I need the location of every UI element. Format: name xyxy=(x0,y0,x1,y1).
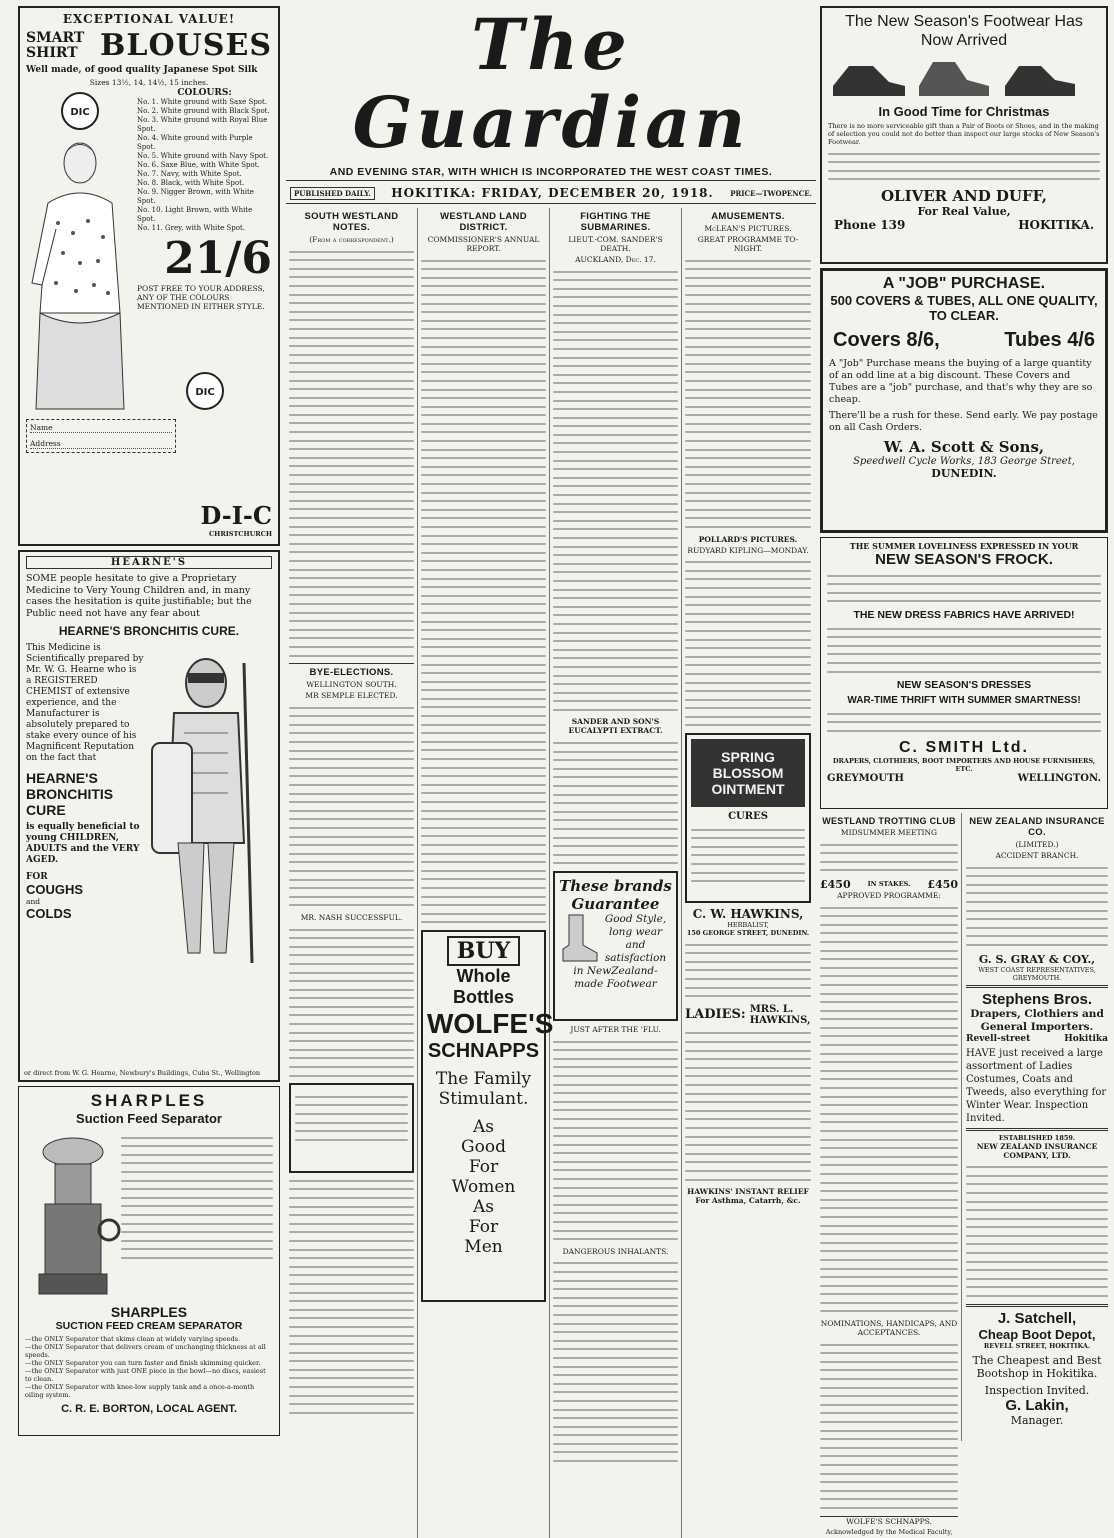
footwear-advertisement xyxy=(820,6,1108,264)
sharples-bullet: —the ONLY Separator that skims clean at widely varying speeds. xyxy=(25,1335,241,1343)
satchell-address: REVELL STREET, HOKITIKA. xyxy=(983,1341,1091,1350)
separator-copy-placeholder xyxy=(121,1137,273,1259)
schnapps-product: SCHNAPPS xyxy=(427,1039,540,1062)
footwear-phone: Phone 139 xyxy=(834,217,906,232)
job-purchase-advertisement xyxy=(820,268,1108,533)
center-column xyxy=(286,3,816,1438)
blouse-tagline: EXCEPTIONAL VALUE! xyxy=(62,12,236,26)
blouse-sizes: Sizes 13½, 14, 14½, 15 inches. xyxy=(89,78,209,87)
news-column-1 xyxy=(286,208,418,1538)
insurance-branch: ACCIDENT BRANCH. xyxy=(995,851,1079,860)
satchell-line-3: Inspection Invited. xyxy=(984,1383,1090,1397)
article-body-placeholder xyxy=(289,929,414,1077)
hearne-product-line-3: CURE xyxy=(26,802,66,818)
spring-blossom-ointment-advertisement xyxy=(685,733,811,903)
frock-heading-4: WAR-TIME THRIFT WITH SUMMER SMARTNESS! xyxy=(847,695,1081,707)
job-address: Speedwell Cycle Works, 183 George Street, xyxy=(853,456,1075,467)
blouse-price: 21/6 xyxy=(164,233,272,284)
article-subheading: McLEAN'S PICTURES. xyxy=(704,224,792,233)
schnapps-whole-bottles: Whole Bottles xyxy=(452,965,514,1007)
stephens-title: Stephens Bros. xyxy=(981,990,1093,1008)
article-subheading: GREAT PROGRAMME TO-NIGHT. xyxy=(697,235,799,253)
hawkins-address: 150 GEORGE STREET, DUNEDIN. xyxy=(686,929,810,938)
footwear-brands-tagline: Good Style, long wear and satisfaction in NewZealand-made Footwear xyxy=(573,912,667,990)
article-subheading: RUDYARD KIPLING—MONDAY. xyxy=(687,545,809,555)
insurance-agents-sub: WEST COAST REPRESENTATIVES, GREYMOUTH. xyxy=(978,965,1096,982)
sharples-subtitle-2: SUCTION FEED CREAM SEPARATOR xyxy=(55,1320,243,1332)
job-body: A "Job" Purchase means the buying of a large quantity of an odd line at a big discount. These Covers and Tubes are a "job" purchase, and that's why they are so cheap. xyxy=(829,358,1093,405)
news-column-4 xyxy=(682,208,814,1538)
colour-item: No. 3. White ground with Royal Blue Spot. xyxy=(137,116,268,133)
schnapps-word: Men xyxy=(464,1236,503,1257)
dic-logo-icon xyxy=(185,371,225,411)
article-body-placeholder xyxy=(289,1180,414,1414)
article-body-placeholder xyxy=(685,260,811,528)
frock-firm-sub: DRAPERS, CLOTHIERS, BOOT IMPORTERS AND HOUSE FURNISHERS, ETC. xyxy=(832,756,1096,773)
insurance-column xyxy=(966,813,1108,1441)
hawkins-title: HERBALIST, xyxy=(727,921,769,930)
stakes-amount-left: £450 xyxy=(820,877,851,891)
article-body-placeholder xyxy=(289,251,414,657)
shoes-illustration-icon xyxy=(829,52,1099,102)
job-title: A "JOB" PURCHASE. xyxy=(882,275,1046,292)
issue-price: PRICE—TWOPENCE. xyxy=(730,188,812,198)
article-body-placeholder xyxy=(685,944,811,998)
ointment-cures: CURES xyxy=(728,811,768,823)
sharples-advertisement xyxy=(18,1086,280,1436)
schnapps-word: Women xyxy=(451,1176,516,1197)
satchell-title: Cheap Boot Depot, xyxy=(978,1326,1096,1342)
stephens-body: HAVE just received a large assortment of Ladies Costumes, Coats and Tweeds, also everything for Winter Wear. Inspection Invited. xyxy=(966,1047,1107,1124)
hearne-use-1: COUGHS xyxy=(26,882,84,897)
dateline-bar xyxy=(286,181,816,204)
footwear-firm: OLIVER AND DUFF, xyxy=(880,186,1048,205)
nominations-heading: NOMINATIONS, HANDICAPS, AND ACCEPTANCES. xyxy=(820,1319,958,1338)
boot-illustration-icon xyxy=(559,913,599,963)
news-columns xyxy=(286,208,816,1538)
hearne-body: This Medicine is Scientifically prepared by Mr. W. G. Hearne who is a REGISTERED CHEMIST of extensive experience, and the Manufacturer is absolutely prepared to stake every ounce of his Magnificent Reputation on the fact that xyxy=(26,643,144,763)
ladies-label: LADIES: xyxy=(685,1007,746,1023)
schnapps-word: For xyxy=(468,1156,499,1177)
article-body-placeholder xyxy=(685,1032,811,1180)
hearne-claim: is equally beneficial to young CHILDREN, ADULTS and the VERY AGED. xyxy=(26,822,140,865)
job-subtitle: 500 COVERS & TUBES, ALL ONE QUALITY, TO CLEAR. xyxy=(830,293,1098,323)
right-lower-split xyxy=(820,813,1108,1536)
schnapps-word: As xyxy=(472,1116,494,1137)
article-heading: WESTLAND LAND DISTRICT. xyxy=(440,211,527,233)
footwear-body: There is no more serviceable gift than a Pair of Boots or Shoes, and in the making of selection you could not do better than inspect our large stocks of New Season's Footwear. xyxy=(828,122,1100,146)
insurance-agents: G. S. GRAY & COY., xyxy=(978,952,1096,966)
article-subheading: WELLINGTON SOUTH. xyxy=(306,680,397,690)
dic-logo-icon xyxy=(60,91,100,131)
wolfes-footer: WOLFE'S SCHNAPPS. xyxy=(820,1516,958,1526)
article-body-placeholder xyxy=(553,1262,678,1462)
newspaper-title: The Guardian xyxy=(352,3,750,164)
colour-item: No. 11. Grey, with White Spot. xyxy=(137,224,246,232)
stakes-amount-right: £450 xyxy=(927,877,958,891)
footwear-title: The New Season's Footwear Has Now Arrived xyxy=(845,13,1083,49)
frock-kicker: THE SUMMER LOVELINESS EXPRESSED IN YOUR xyxy=(849,541,1079,551)
news-column-2 xyxy=(418,208,554,1538)
hearne-for: FOR xyxy=(26,872,48,882)
job-note: There'll be a rush for these. Send early. We pay postage on all Cash Orders. xyxy=(829,410,1098,433)
job-firm: W. A. Scott & Sons, xyxy=(883,438,1045,456)
article-subheading: SANDER AND SON'S EUCALYPTI EXTRACT. xyxy=(568,717,663,736)
masthead xyxy=(286,3,816,181)
sharples-bullet: —the ONLY Separator with knee-low supply tank and a once-a-month oiling system. xyxy=(25,1383,255,1399)
newspaper-subtitle: AND EVENING STAR, WITH WHICH IS INCORPORATED THE WEST COAST TIMES. xyxy=(329,166,773,178)
wolfes-footer-sub: Acknowledged by the Medical Faculty, xyxy=(825,1527,953,1536)
published-daily-label: PUBLISHED DAILY. xyxy=(290,187,375,200)
hearne-product-line-2: BRONCHITIS xyxy=(26,786,114,802)
colour-item: No. 8. Black, with White Spot. xyxy=(137,179,245,187)
schnapps-brand: WOLFE'S xyxy=(427,1007,554,1039)
frock-title: NEW SEASON'S FROCK. xyxy=(875,551,1053,568)
article-body-placeholder xyxy=(421,260,546,924)
colours-list xyxy=(137,98,272,233)
colour-item: No. 2. White ground with Black Spot. xyxy=(137,107,270,115)
coupon-field-name: Name xyxy=(30,423,172,433)
article-heading: AMUSEMENTS. xyxy=(711,211,785,222)
left-column xyxy=(18,6,280,1438)
nzi-title: NEW ZEALAND INSURANCE COMPANY, LTD. xyxy=(976,1141,1098,1160)
insurance-title: NEW ZEALAND INSURANCE CO. xyxy=(969,816,1105,838)
cream-separator-illustration-icon xyxy=(25,1130,121,1300)
svg-text:DIC: DIC xyxy=(70,107,90,118)
store-name: D-I-C xyxy=(200,501,272,530)
footwear-headline: In Good Time for Christmas xyxy=(878,104,1050,119)
tubes-price: Tubes 4/6 xyxy=(1004,329,1095,351)
wolfes-schnapps-advertisement xyxy=(421,930,554,1302)
article-body-placeholder xyxy=(289,707,414,907)
right-column xyxy=(820,6,1108,1536)
sharples-title-2: SHARPLES xyxy=(110,1304,188,1320)
article-heading: BYE-ELECTIONS. xyxy=(309,667,394,679)
hearne-product-line-1: HEARNE'S xyxy=(26,770,98,786)
article-subheading: MR. NASH SUCCESSFUL. xyxy=(300,912,403,922)
colour-item: No. 6. Saxe Blue, with White Spot. xyxy=(137,161,260,169)
schnapps-buy: BUY xyxy=(447,936,521,966)
satchell-role: Manager. xyxy=(1010,1413,1064,1427)
nzi-established: ESTABLISHED 1859. xyxy=(998,1133,1076,1142)
schnapps-stimulant: Stimulant. xyxy=(438,1088,529,1109)
knight-illustration-icon xyxy=(144,643,268,973)
footwear-tagline: For Real Value, xyxy=(917,204,1011,218)
frock-heading-3: NEW SEASON'S DRESSES xyxy=(896,679,1032,692)
satchell-manager: G. Lakin, xyxy=(1005,1396,1069,1414)
sharples-bullet: —the ONLY Separator that delivers cream of unchanging thickness at all speeds. xyxy=(25,1343,266,1359)
svg-text:DIC: DIC xyxy=(194,387,215,398)
article-subheading: JUST AFTER THE 'FLU. xyxy=(570,1024,661,1034)
footwear-brands-title: These brands Guarantee xyxy=(559,876,672,913)
footwear-brands-advertisement xyxy=(553,871,678,1021)
frock-firm: C. SMITH Ltd. xyxy=(899,738,1029,756)
article-subheading: COMMISSIONER'S ANNUAL REPORT. xyxy=(427,235,540,253)
store-town: CHRISTCHURCH xyxy=(209,530,272,538)
hearne-advertisement xyxy=(18,550,280,1082)
frock-town-b: WELLINGTON. xyxy=(1017,772,1101,784)
satchell-line-2: Bootshop in Hokitika. xyxy=(976,1366,1098,1380)
satchell-name: J. Satchell, xyxy=(997,1309,1077,1327)
stephens-subtitle: Drapers, Clothiers and General Importers. xyxy=(970,1007,1104,1033)
sharples-bullet: —the ONLY Separator with just ONE piece in the bowl—no discs, easiest to clean. xyxy=(25,1367,266,1383)
programme-heading: APPROVED PROGRAMME: xyxy=(837,890,941,900)
article-body-placeholder xyxy=(553,271,678,711)
frock-heading-2: THE NEW DRESS FABRICS HAVE ARRIVED! xyxy=(853,608,1075,621)
sharples-subtitle: Suction Feed Separator xyxy=(76,1111,222,1126)
woman-in-blouse-illustration-icon xyxy=(28,133,132,413)
hearne-lead: SOME people hesitate to give a Proprietary Medicine to Very Young Children and, in many cases the hesitation is quite justifiable; but the Public need not have any fear about xyxy=(26,573,252,619)
article-heading: FIGHTING THE SUBMARINES. xyxy=(580,211,651,233)
article-subheading: (From a correspondent.) xyxy=(309,235,394,244)
frock-town-a: GREYMOUTH xyxy=(827,772,905,784)
article-subheading: AUCKLAND, Dec. 17. xyxy=(575,255,656,264)
hearne-brand: HEARNE'S xyxy=(26,556,272,569)
issue-date: HOKITIKA: FRIDAY, DECEMBER 20, 1918. xyxy=(391,186,714,200)
insurance-subtitle: (LIMITED.) xyxy=(1015,840,1059,849)
schnapps-word: Good xyxy=(461,1136,506,1157)
article-body-placeholder xyxy=(553,742,678,864)
schnapps-family: The Family xyxy=(435,1068,532,1089)
colour-item: No. 4. White ground with Purple Spot. xyxy=(137,134,253,151)
order-coupon xyxy=(26,419,176,453)
hearne-footer: or direct from W. G. Hearne, Newbury's Buildings, Cuba St., Wellington xyxy=(24,1069,261,1077)
blouse-title: BLOUSES xyxy=(100,28,272,63)
trotting-subtitle: MIDSUMMER MEETING xyxy=(840,828,938,837)
trotting-club-column xyxy=(820,813,962,1536)
hearne-use-3: COLDS xyxy=(26,906,72,921)
stakes-label: IN STAKES. xyxy=(867,880,911,889)
coupon-field-address: Address xyxy=(30,439,172,449)
blouse-advertisement xyxy=(18,6,280,546)
hawkins-name: C. W. HAWKINS, xyxy=(692,907,804,922)
satchell-line-1: The Cheapest and Best xyxy=(972,1353,1102,1367)
article-body-placeholder xyxy=(553,1041,678,1241)
hearne-use-2: and xyxy=(26,897,41,906)
colours-heading: COLOURS: xyxy=(177,88,232,98)
stephens-street: Revell-street xyxy=(966,1033,1031,1044)
asthma-relief: HAWKINS' INSTANT RELIEF For Asthma, Catarrh, &c. xyxy=(687,1187,809,1206)
sharples-agent: C. R. E. BORTON, LOCAL AGENT. xyxy=(61,1403,237,1415)
mrs-hawkins-name: MRS. L. HAWKINS, xyxy=(749,1003,811,1026)
sharples-title: SHARPLES xyxy=(90,1091,208,1110)
colour-item: No. 9. Nigger Brown, with White Spot. xyxy=(137,188,254,205)
blouse-intro: Well made, of good quality Japanese Spot Silk xyxy=(26,65,258,75)
trotting-title: WESTLAND TROTTING CLUB xyxy=(822,816,956,826)
article-body-placeholder xyxy=(685,561,811,726)
hearne-title: HEARNE'S BRONCHITIS CURE. xyxy=(58,624,240,638)
blouse-post-note: POST FREE TO YOUR ADDRESS, ANY OF THE COLOURS MENTIONED IN EITHER STYLE. xyxy=(137,284,265,311)
heenzo-advertisement xyxy=(289,1083,414,1173)
colour-item: No. 5. White ground with Navy Spot. xyxy=(137,152,269,160)
article-subheading: POLLARD'S PICTURES. xyxy=(698,534,798,544)
article-subheading: MR SEMPLE ELECTED. xyxy=(305,691,398,701)
colour-item: No. 10. Light Brown, with White Spot. xyxy=(137,206,253,223)
job-town: DUNEDIN. xyxy=(931,467,997,480)
article-subheading: DANGEROUS INHALANTS. xyxy=(562,1246,669,1256)
footwear-town: HOKITIKA. xyxy=(1018,217,1094,232)
stephens-town: Hokitika xyxy=(1064,1033,1108,1044)
news-column-3 xyxy=(550,208,682,1538)
article-heading: SOUTH WESTLAND NOTES. xyxy=(304,211,399,233)
schnapps-word: For xyxy=(468,1216,499,1237)
sharples-bullet: —the ONLY Separator you can turn faster and finish skimming quicker. xyxy=(25,1359,261,1367)
colour-item: No. 7. Navy, with White Spot. xyxy=(137,170,242,178)
schnapps-word: As xyxy=(472,1196,494,1217)
covers-price: Covers 8/6, xyxy=(833,329,940,351)
blouse-title-smart: SMART SHIRT xyxy=(26,29,85,61)
ointment-title: SPRING BLOSSOM OINTMENT xyxy=(691,739,805,807)
frock-advertisement xyxy=(820,537,1108,809)
colour-item: No. 1. White ground with Saxe Spot. xyxy=(137,98,268,106)
article-subheading: LIEUT.-COM. SANDER'S DEATH. xyxy=(568,235,663,253)
